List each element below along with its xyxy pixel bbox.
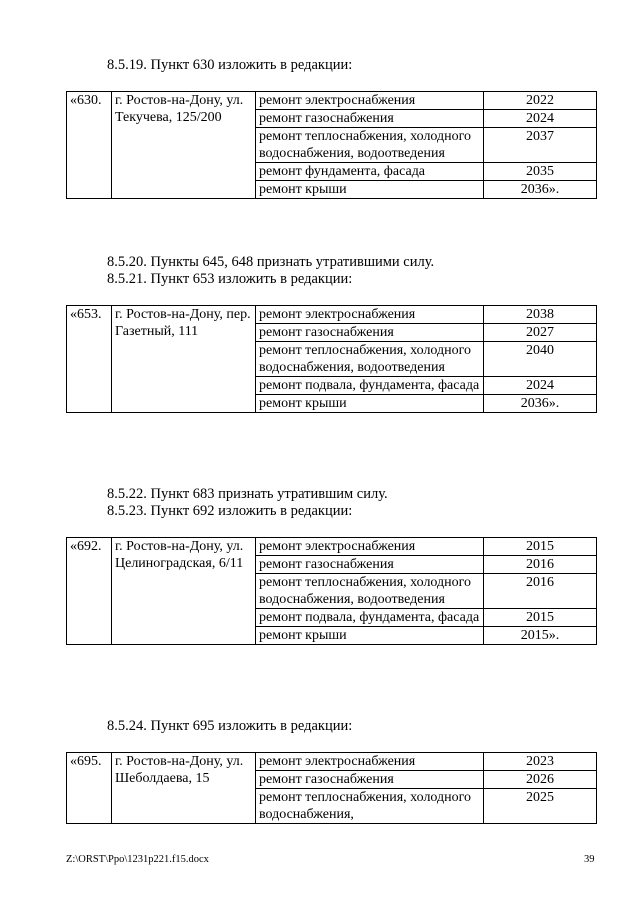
work-type: ремонт электроснабжения [256,753,484,771]
item-address: г. Ростов-на-Дону, ул. Текучева, 125/200 [112,92,256,199]
amendment-table-653 [66,305,597,413]
work-year: 2022 [484,92,597,110]
work-type: ремонт фундамента, фасада [256,163,484,181]
work-year: 2016 [484,574,597,609]
work-type: ремонт газоснабжения [256,556,484,574]
item-number: «653. [67,306,112,413]
work-year: 2036». [484,395,597,413]
table-row [67,306,597,324]
amendment-table-695 [66,752,597,824]
amendment-table-630 [66,91,597,199]
item-address: г. Ростов-на-Дону, ул. Целиноградская, 6/11 [112,538,256,645]
work-type: ремонт теплоснабжения, холодного водоснабжения, водоотведения [256,574,484,609]
work-year: 2037 [484,128,597,163]
work-year: 2040 [484,342,597,377]
work-type: ремонт крыши [256,395,484,413]
work-type: ремонт теплоснабжения, холодного водоснабжения, водоотведения [256,128,484,163]
item-number: «630. [67,92,112,199]
work-year: 2015 [484,609,597,627]
work-type: ремонт газоснабжения [256,771,484,789]
work-type: ремонт теплоснабжения, холодного водоснабжения, водоотведения [256,342,484,377]
work-year: 2035 [484,163,597,181]
work-year: 2027 [484,324,597,342]
instruction-8-5-20: 8.5.20. Пункты 645, 648 признать утратившими силу. [107,254,435,270]
work-type: ремонт подвала, фундамента, фасада [256,377,484,395]
work-type: ремонт подвала, фундамента, фасада [256,609,484,627]
item-number: «695. [67,753,112,824]
item-number: «692. [67,538,112,645]
work-year: 2016 [484,556,597,574]
work-type: ремонт газоснабжения [256,110,484,128]
work-year: 2026 [484,771,597,789]
instruction-8-5-22: 8.5.22. Пункт 683 признать утратившим силу. [107,486,388,502]
work-year: 2024 [484,377,597,395]
work-year: 2015». [484,627,597,645]
instruction-8-5-24: 8.5.24. Пункт 695 изложить в редакции: [107,718,353,734]
work-year: 2024 [484,110,597,128]
item-address: г. Ростов-на-Дону, пер. Газетный, 111 [112,306,256,413]
work-year: 2023 [484,753,597,771]
footer-file-path: Z:\ORST\Ppo\1231p221.f15.docx [66,854,209,865]
work-type: ремонт крыши [256,627,484,645]
work-type: ремонт теплоснабжения, холодного водоснабжения, [256,789,484,824]
instruction-8-5-19: 8.5.19. Пункт 630 изложить в редакции: [107,57,353,73]
work-type: ремонт газоснабжения [256,324,484,342]
footer-page-number: 39 [584,854,595,865]
table-row [67,92,597,110]
work-year: 2025 [484,789,597,824]
amendment-table-692 [66,537,597,645]
instruction-8-5-23: 8.5.23. Пункт 692 изложить в редакции: [107,503,353,519]
table-row [67,753,597,771]
work-type: ремонт крыши [256,181,484,199]
work-type: ремонт электроснабжения [256,538,484,556]
work-year: 2015 [484,538,597,556]
work-type: ремонт электроснабжения [256,92,484,110]
work-year: 2036». [484,181,597,199]
work-type: ремонт электроснабжения [256,306,484,324]
table-row [67,538,597,556]
work-year: 2038 [484,306,597,324]
instruction-8-5-21: 8.5.21. Пункт 653 изложить в редакции: [107,271,353,287]
item-address: г. Ростов-на-Дону, ул. Шеболдаева, 15 [112,753,256,824]
